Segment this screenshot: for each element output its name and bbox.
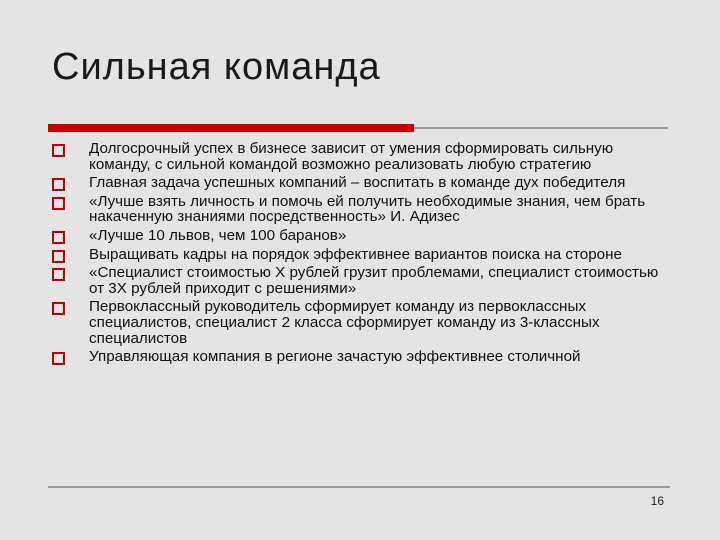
hollow-square-icon bbox=[52, 178, 65, 191]
list-item bbox=[52, 175, 672, 191]
hollow-square-icon bbox=[52, 144, 65, 157]
list-item bbox=[52, 141, 672, 172]
footer-divider-line bbox=[48, 486, 670, 488]
bullet-list bbox=[52, 141, 672, 368]
hollow-square-icon bbox=[52, 352, 65, 365]
hollow-square-icon bbox=[52, 231, 65, 244]
title-divider-line bbox=[414, 127, 668, 129]
list-item bbox=[52, 299, 672, 346]
bullet-text: Долгосрочный успех в бизнесе зависит от умения сформировать сильную команду, с сильной командой возможно реализовать любую стратегию bbox=[89, 140, 614, 173]
list-item bbox=[52, 349, 672, 365]
slide-title: Сильная команда bbox=[52, 46, 381, 88]
hollow-square-icon bbox=[52, 250, 65, 263]
hollow-square-icon bbox=[52, 197, 65, 210]
bullet-text: Управляющая компания в регионе зачастую эффективнее столичной bbox=[89, 348, 581, 366]
bullet-text: «Лучше взять личность и помочь ей получить необходимые знания, чем брать накаченную знаниями посредственность» И. Адизес bbox=[89, 192, 646, 226]
bullet-text: Первоклассный руководитель сформирует команду из первоклассных специалистов, специалист 2 класса сформирует команду из 3-классных специалистов bbox=[89, 298, 600, 347]
bullet-text: «Специалист стоимостью Х рублей грузит проблемами, специалист стоимостью от 3Х рублей приходит с решениями» bbox=[89, 264, 659, 297]
list-item bbox=[52, 265, 672, 296]
hollow-square-icon bbox=[52, 302, 65, 315]
hollow-square-icon bbox=[52, 268, 65, 281]
bullet-text: «Лучше 10 львов, чем 100 баранов» bbox=[89, 226, 347, 244]
list-item bbox=[52, 247, 672, 263]
bullet-text: Главная задача успешных компаний – воспитать в команде дух победителя bbox=[89, 174, 626, 192]
list-item bbox=[52, 228, 672, 244]
title-accent-bar bbox=[48, 124, 414, 132]
bullet-text: Выращивать кадры на порядок эффективнее вариантов поиска на стороне bbox=[89, 245, 622, 263]
page-number: 16 bbox=[650, 494, 664, 508]
list-item bbox=[52, 194, 672, 225]
